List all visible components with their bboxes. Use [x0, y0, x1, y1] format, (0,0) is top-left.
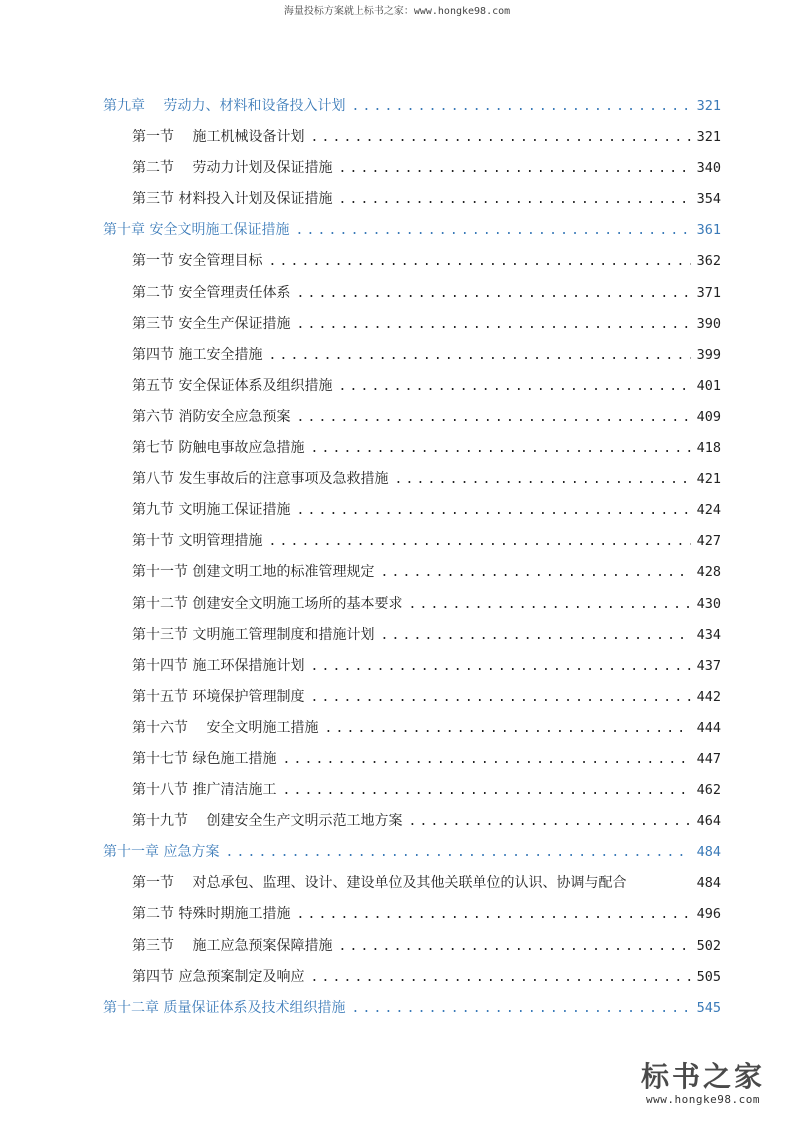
toc-entry-label: 第二节 安全管理责任体系	[132, 284, 291, 301]
toc-entry-label: 第十章 安全文明施工保证措施	[103, 222, 290, 239]
toc-page-number: 399	[696, 346, 721, 363]
toc-leader-dots	[351, 94, 690, 120]
toc-section-entry[interactable]	[103, 248, 721, 279]
toc-page-number: 505	[696, 968, 721, 985]
toc-page-number: 321	[696, 129, 721, 146]
toc-entry-label: 第三节 材料投入计划及保证措施	[132, 191, 333, 208]
toc-section-entry[interactable]	[103, 964, 721, 995]
toc-page-number: 428	[696, 564, 721, 581]
toc-section-entry[interactable]	[103, 404, 721, 435]
toc-entry-label: 第七节 防触电事故应急措施	[132, 440, 305, 457]
toc-page-number: 442	[696, 688, 721, 705]
toc-section-entry[interactable]	[103, 528, 721, 559]
toc-leader-dots	[394, 467, 690, 493]
toc-entry-label: 第三节 安全生产保证措施	[132, 315, 291, 332]
toc-chapter-entry[interactable]	[103, 217, 721, 248]
toc-leader-dots	[296, 312, 690, 338]
toc-leader-dots	[295, 218, 690, 244]
toc-section-entry[interactable]	[103, 746, 721, 777]
toc-entry-label: 第九节 文明施工保证措施	[132, 502, 291, 519]
toc-entry-label: 第三节 施工应急预案保障措施	[132, 937, 333, 954]
toc-section-entry[interactable]	[103, 280, 721, 311]
toc-page-number: 502	[696, 937, 721, 954]
toc-leader-dots	[296, 281, 690, 307]
toc-entry-label: 第五节 安全保证体系及组织措施	[132, 377, 333, 394]
toc-page-number: 362	[696, 253, 721, 270]
toc-section-entry[interactable]	[103, 622, 721, 653]
toc-section-entry[interactable]	[103, 559, 721, 590]
toc-page-number: 354	[696, 191, 721, 208]
toc-section-entry[interactable]	[103, 933, 721, 964]
toc-leader-dots	[380, 560, 690, 586]
toc-entry-label: 第十四节 施工环保措施计划	[132, 657, 305, 674]
toc-section-entry[interactable]	[103, 653, 721, 684]
toc-chapter-entry[interactable]	[103, 995, 721, 1026]
toc-page-number: 444	[696, 719, 721, 736]
toc-entry-label: 第二节 特殊时期施工措施	[132, 906, 291, 923]
toc-leader-dots	[268, 249, 690, 275]
toc-section-entry[interactable]	[103, 342, 721, 373]
toc-entry-label: 第十一章 应急方案	[103, 844, 220, 861]
watermark-logo	[628, 1061, 778, 1106]
toc-page-number: 409	[696, 408, 721, 425]
logo-title: 标书之家	[640, 1060, 765, 1093]
toc-entry-label: 第一节 安全管理目标	[132, 253, 263, 270]
toc-chapter-entry[interactable]	[103, 839, 721, 870]
toc-section-entry[interactable]	[103, 901, 721, 932]
toc-entry-label: 第一节 施工机械设备计划	[132, 129, 305, 146]
toc-entry-label: 第十八节 推广清洁施工	[132, 782, 277, 799]
toc-leader-dots	[225, 840, 690, 866]
toc-leader-dots	[268, 529, 690, 555]
toc-page-number: 462	[696, 782, 721, 799]
toc-page-number: 321	[696, 98, 721, 114]
toc-page-number: 390	[696, 315, 721, 332]
toc-leader-dots	[296, 498, 690, 524]
toc-page-number: 447	[696, 750, 721, 767]
toc-entry-label: 第十二章 质量保证体系及技术组织措施	[103, 999, 346, 1016]
toc-page-number: 484	[696, 875, 721, 892]
toc-leader-dots	[324, 716, 690, 742]
toc-leader-dots	[310, 436, 690, 462]
toc-leader-dots	[408, 809, 690, 835]
toc-section-entry[interactable]	[103, 124, 721, 155]
toc-section-entry[interactable]	[103, 870, 721, 901]
toc-page-number: 418	[696, 440, 721, 457]
toc-leader-dots	[338, 374, 690, 400]
toc-page-number: 424	[696, 502, 721, 519]
toc-entry-label: 第十五节 环境保护管理制度	[132, 688, 305, 705]
toc-entry-label: 第十一节 创建文明工地的标准管理规定	[132, 564, 375, 581]
toc-page-number: 430	[696, 595, 721, 612]
toc-page-number: 421	[696, 471, 721, 488]
toc-leader-dots	[338, 187, 690, 213]
toc-entry-label: 第四节 施工安全措施	[132, 346, 263, 363]
toc-entry-label: 第十二节 创建安全文明施工场所的基本要求	[132, 595, 403, 612]
toc-section-entry[interactable]	[103, 155, 721, 186]
toc-entry-label: 第十九节 创建安全生产文明示范工地方案	[132, 813, 403, 830]
toc-page-number: 340	[696, 160, 721, 177]
toc-leader-dots	[296, 902, 690, 928]
toc-chapter-entry[interactable]	[103, 93, 721, 124]
toc-entry-label: 第十三节 文明施工管理制度和措施计划	[132, 626, 375, 643]
toc-entry-label: 第八节 发生事故后的注意事项及急救措施	[132, 471, 389, 488]
toc-section-entry[interactable]	[103, 186, 721, 217]
toc-section-entry[interactable]	[103, 311, 721, 342]
toc-entry-label: 第六节 消防安全应急预案	[132, 408, 291, 425]
toc-section-entry[interactable]	[103, 497, 721, 528]
table-of-contents	[103, 93, 721, 1026]
toc-page-number: 545	[696, 999, 721, 1016]
toc-leader-dots	[408, 592, 690, 618]
toc-section-entry[interactable]	[103, 808, 721, 839]
toc-leader-dots	[338, 934, 690, 960]
toc-page-number: 496	[696, 906, 721, 923]
page-header: 海量投标方案就上标书之家：www.hongke98.com	[283, 6, 511, 17]
toc-entry-label: 第十六节 安全文明施工措施	[132, 719, 319, 736]
logo-url: www.hongke98.com	[646, 1093, 760, 1106]
toc-leader-dots	[268, 343, 690, 369]
toc-entry-label: 第一节 对总承包、监理、设计、建设单位及其他关联单位的认识、协调与配合	[132, 875, 627, 892]
toc-leader-dots	[282, 747, 690, 773]
toc-entry-label: 第十七节 绿色施工措施	[132, 750, 277, 767]
toc-page-number: 401	[696, 377, 721, 394]
toc-page-number: 484	[696, 844, 721, 861]
toc-section-entry[interactable]	[103, 435, 721, 466]
toc-section-entry[interactable]	[103, 684, 721, 715]
toc-page-number: 437	[696, 657, 721, 674]
toc-section-entry[interactable]	[103, 466, 721, 497]
toc-entry-label: 第四节 应急预案制定及响应	[132, 968, 305, 985]
toc-page-number: 464	[696, 813, 721, 830]
toc-entry-label: 第二节 劳动力计划及保证措施	[132, 160, 333, 177]
toc-page-number: 371	[696, 284, 721, 301]
toc-entry-label: 第九章 劳动力、材料和设备投入计划	[103, 98, 346, 114]
toc-leader-dots	[351, 996, 690, 1022]
toc-leader-dots	[310, 685, 690, 711]
toc-leader-dots	[310, 654, 690, 680]
toc-section-entry[interactable]	[103, 591, 721, 622]
toc-page-number: 434	[696, 626, 721, 643]
toc-section-entry[interactable]	[103, 373, 721, 404]
toc-leader-dots	[296, 405, 690, 431]
toc-leader-dots	[338, 156, 690, 182]
toc-entry-label: 第十节 文明管理措施	[132, 533, 263, 550]
toc-leader-dots	[380, 623, 690, 649]
toc-page-number: 427	[696, 533, 721, 550]
toc-section-entry[interactable]	[103, 777, 721, 808]
toc-leader-dots	[282, 778, 690, 804]
toc-section-entry[interactable]	[103, 715, 721, 746]
toc-leader-dots	[310, 125, 690, 151]
toc-leader-dots	[310, 965, 690, 991]
toc-page-number: 361	[696, 222, 721, 239]
